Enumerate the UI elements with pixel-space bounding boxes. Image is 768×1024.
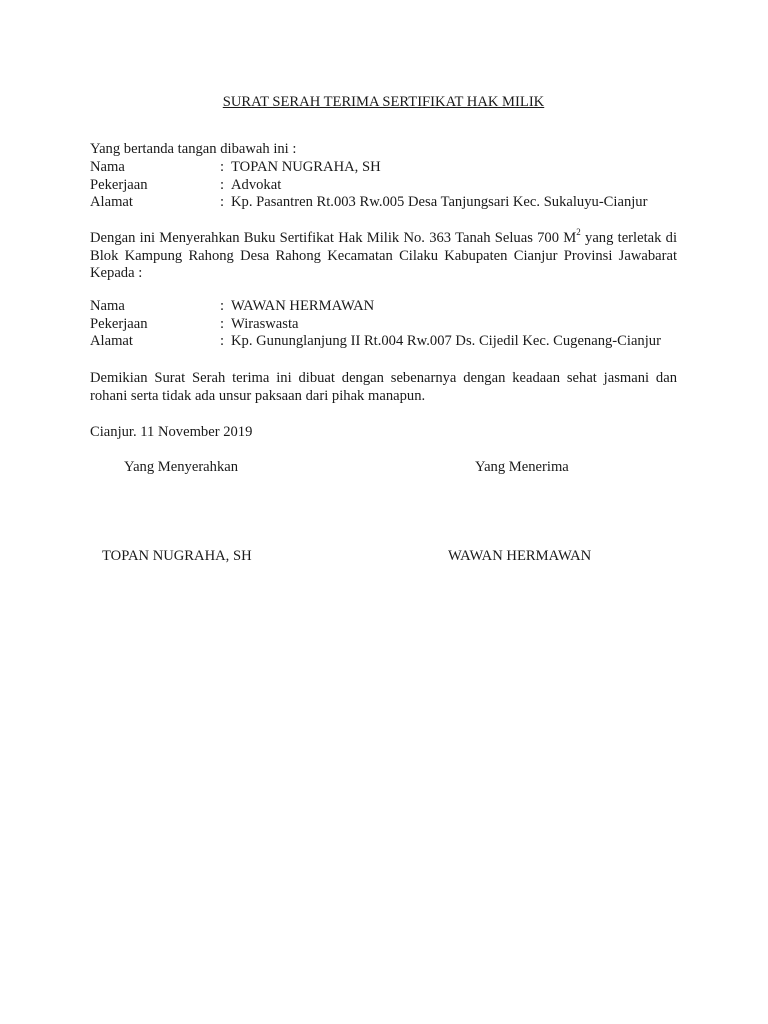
field-colon: : [220, 194, 225, 211]
field-label: Pekerjaan [90, 315, 148, 332]
field-label: Pekerjaan [90, 176, 148, 193]
signature-name-right: WAWAN HERMAWAN [448, 548, 592, 564]
party-2-fields [90, 298, 677, 351]
field-label: Nama [90, 298, 125, 314]
field-value: WAWAN HERMAWAN [231, 298, 375, 314]
document-title: SURAT SERAH TERIMA SERTIFIKAT HAK MILIK [222, 94, 545, 110]
party-2-address-row [90, 333, 677, 351]
field-colon: : [220, 298, 225, 314]
field-colon: : [220, 159, 225, 175]
field-value: TOPAN NUGRAHA, SH [231, 159, 381, 175]
place-date: Cianjur. 11 November 2019 [90, 424, 253, 440]
field-label: Alamat [90, 194, 133, 211]
field-label: Nama [90, 159, 125, 175]
party-2-name-row [90, 298, 677, 316]
signature-name-left: TOPAN NUGRAHA, SH [102, 548, 252, 564]
signature-role-right: Yang Menerima [475, 459, 569, 475]
field-colon: : [220, 315, 225, 332]
field-colon: : [220, 333, 225, 350]
closing-paragraph: Demikian Surat Serah terima ini dibuat dengan sebenarnya dengan keadaan sehat jasmani dan rohani serta tidak ada unsur paksaan dari pihak manapun. [90, 370, 677, 404]
intro-text: Yang bertanda tangan dibawah ini : [90, 141, 297, 157]
field-value: Wiraswasta [231, 315, 299, 332]
field-value: Advokat [231, 176, 282, 193]
party-1-occupation-row [90, 177, 677, 195]
field-label: Alamat [90, 333, 133, 350]
party-1-name-row [90, 159, 677, 177]
party-2-occupation-row [90, 316, 677, 334]
statement-paragraph [90, 227, 677, 283]
signature-role-left: Yang Menyerahkan [124, 459, 239, 475]
document-page [90, 0, 677, 1024]
party-1-fields [90, 159, 677, 212]
superscript-2: 2 [576, 227, 581, 238]
field-value: Kp. Gununglanjung II Rt.004 Rw.007 Ds. Cijedil Kec. Cugenang-Cianjur [231, 333, 661, 350]
statement-text-2: yang terletak di Blok Kampung Rahong Desa Rahong Kecamatan Cilaku Kabupaten Cianjur Provinsi Jawabarat Kepada : [90, 230, 677, 282]
field-colon: : [220, 176, 225, 193]
party-1-address-row [90, 194, 677, 212]
field-value: Kp. Pasantren Rt.003 Rw.005 Desa Tanjungsari Kec. Sukaluyu-Cianjur [231, 194, 648, 211]
statement-text-1: Dengan ini Menyerahkan Buku Sertifikat Hak Milik No. 363 Tanah Seluas 700 M [90, 230, 577, 246]
